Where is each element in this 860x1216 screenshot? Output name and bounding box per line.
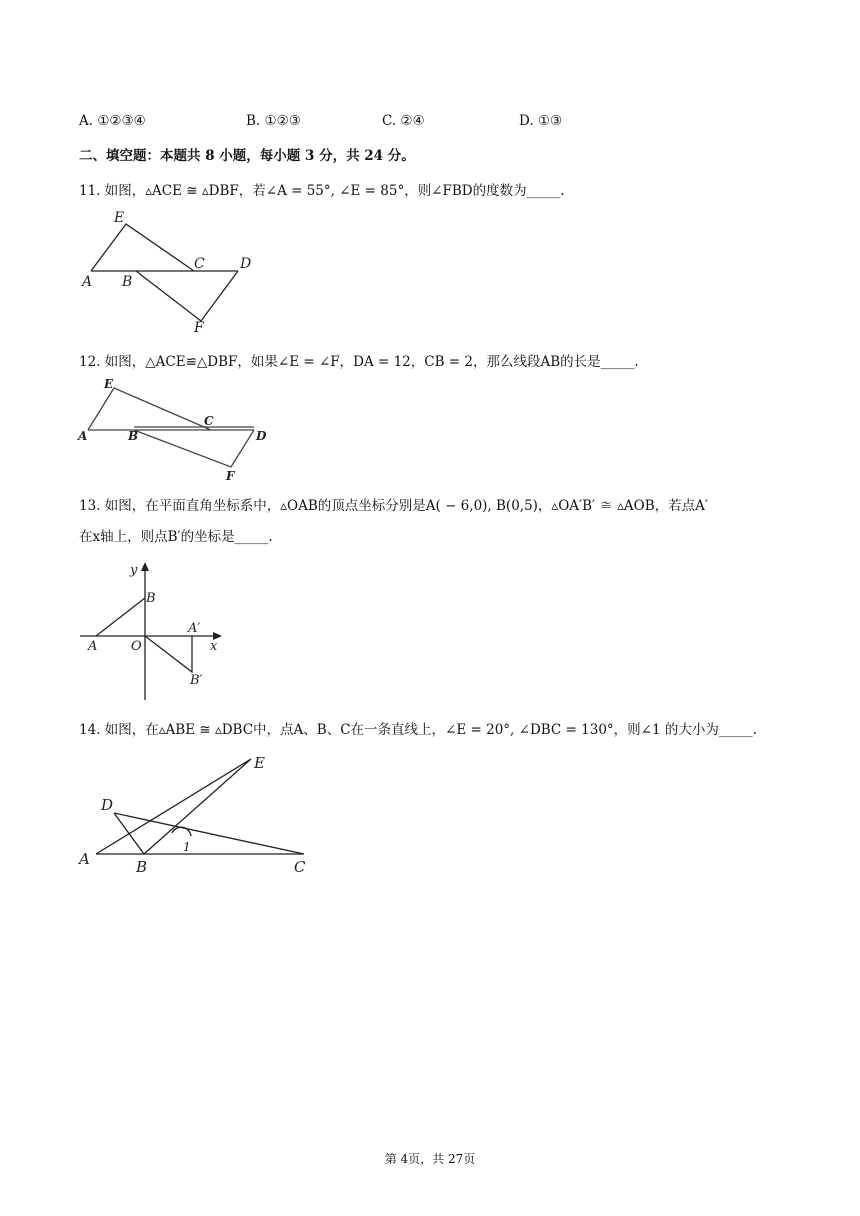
fig11-label-f: F: [194, 320, 204, 336]
fig12-label-e: E: [104, 377, 114, 391]
fig13-label-a: A: [88, 639, 98, 654]
question-12: 12. 如图，△ACE≌△DBF，如果∠E = ∠F，DA = 12，CB = 2，那么线段AB的长是_____.: [79, 354, 639, 370]
fig14-label-a: A: [79, 850, 90, 868]
fig11-label-a: A: [82, 274, 93, 290]
choice-a: A. ①②③④: [79, 113, 146, 129]
fig13-label-x: x: [210, 639, 218, 654]
fig12-label-c: C: [204, 414, 214, 428]
choice-d: D. ①③: [519, 113, 563, 129]
fig14-label-1: 1: [183, 840, 191, 854]
page-footer: 第 4页，共 27页: [384, 1152, 476, 1166]
fig12-label-a: A: [78, 429, 88, 443]
fig13-label-b-prime: B′: [190, 673, 203, 688]
question-11: 11. 如图，▵ACE ≅ ▵DBF，若∠A = 55°, ∠E = 85°，则∠FBD的度数为_____.: [79, 183, 565, 199]
fig11-label-d: D: [240, 256, 252, 272]
fig14-label-b: B: [136, 858, 148, 876]
choice-c: C. ②④: [382, 113, 425, 129]
fig13-label-b: B: [146, 591, 156, 606]
fig13-label-o: O: [131, 639, 142, 654]
figure-14: [76, 748, 316, 878]
fig12-label-b: B: [128, 429, 139, 443]
figure-11: [76, 208, 266, 338]
question-14: 14. 如图，在▵ABE ≅ ▵DBC中，点A、B、C在一条直线上，∠E = 20°, ∠DBC = 130°，则∠1 的大小为_____.: [79, 722, 757, 738]
fig13-label-y: y: [130, 563, 138, 578]
fig13-label-a-prime: A′: [188, 621, 201, 636]
fig14-label-e: E: [254, 754, 265, 772]
fig11-label-c: C: [194, 256, 205, 272]
section-heading: 二、填空题：本题共 8 小题，每小题 3 分，共 24 分。: [79, 148, 415, 164]
question-13-line2: 在x轴上，则点B′的坐标是_____.: [79, 529, 273, 545]
question-13-line1: 13. 如图，在平面直角坐标系中，▵OAB的顶点坐标分别是A( − 6,0), B(0,5)，▵OA′B′ ≅ ▵AOB，若点A′: [79, 498, 708, 514]
choice-b: B. ①②③: [246, 113, 301, 129]
fig11-label-e: E: [114, 210, 125, 226]
fig14-label-d: D: [101, 796, 114, 814]
fig12-label-d: D: [256, 429, 267, 443]
fig12-label-f: F: [226, 469, 235, 483]
fig14-label-c: C: [294, 858, 306, 876]
figure-13: [76, 560, 236, 705]
figure-12: [76, 375, 276, 485]
fig11-label-b: B: [122, 274, 133, 290]
